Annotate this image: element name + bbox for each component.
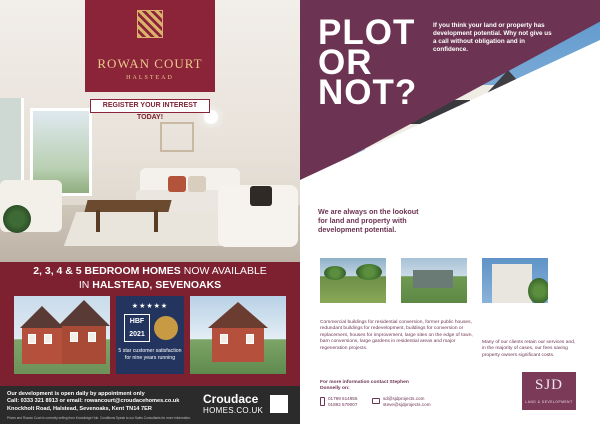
roof [58, 300, 110, 326]
email-addresses [383, 396, 431, 408]
sjd-tagline: LAND & DEVELOPMENT [525, 400, 573, 404]
tree [356, 264, 382, 280]
homes-headline [0, 264, 300, 292]
headline-line-1 [0, 264, 300, 278]
services-text: Commercial buildings for residential conversion, former public houses, redundant buildings for redevelopment, buildings for conversion or replacement, houses for improvement, large sites on the edge of town, barn conversions, large gardens in residential areas and major regeneration projects. [320, 320, 473, 351]
register-interest-banner: REGISTER YOUR INTEREST TODAY! [90, 99, 210, 113]
house-photo-1 [14, 296, 110, 374]
headline-light-1: NOW AVAILABLE [180, 265, 267, 277]
sjd-monogram: SJD [534, 377, 563, 393]
sjd-logo [522, 372, 576, 410]
roof [208, 302, 268, 328]
address-text: Knockholt Road, Halstead, Sevenoaks, Kent TN14 7ER [7, 405, 152, 412]
hbf-logo: HBF 2021 [124, 314, 150, 342]
mail-icon [372, 398, 380, 404]
barn-photo [401, 258, 467, 303]
opening-text: Our development is open daily by appointment only [7, 391, 145, 397]
phone-2: 01892 579007 [328, 402, 358, 407]
croudace-mark-icon [270, 395, 288, 413]
award-caption: 5 star customer satisfaction for nine years running [118, 348, 182, 361]
hbf-award-badge [116, 296, 184, 374]
house-photo-2 [190, 296, 286, 374]
brand-name: ROWAN COURT [97, 56, 203, 71]
phone-1: 01799 514955 [328, 396, 358, 401]
email-1: sd@sjdprojects.com [383, 396, 425, 401]
barn [413, 270, 453, 288]
headline-light-2: IN [78, 279, 93, 291]
croudace-logo: Croudace [203, 392, 259, 406]
apartment-photo [482, 258, 548, 303]
email-2: steve@sjdprojects.com [383, 402, 431, 407]
phone-icon [320, 397, 325, 406]
sjd-plot-advert [300, 0, 600, 424]
window [28, 334, 36, 344]
apartment-block [492, 264, 532, 303]
brand-location: HALSTEAD [126, 75, 174, 81]
croudace-url: HOMES.CO.UK [203, 406, 264, 415]
window [246, 334, 254, 344]
title-line-3: NOT? [318, 73, 418, 112]
rowan-court-emblem-icon [137, 10, 163, 38]
contact-details [7, 391, 197, 413]
headline-line-2 [0, 278, 300, 292]
call-email-text: Call: 0333 321 8913 or email: rowancourt@croudacehomes.co.uk [7, 398, 180, 405]
cushion [250, 186, 272, 206]
title-line-2: OR [318, 43, 373, 82]
title-line-1: PLOT [318, 13, 416, 52]
cushion [168, 176, 186, 192]
phone-numbers [328, 396, 357, 408]
headline-bold-1: 2, 3, 4 & 5 BEDROOM HOMES [33, 265, 181, 277]
table-leg [154, 210, 158, 232]
tree [528, 278, 548, 303]
plant [3, 205, 31, 233]
contact-heading: For more information contact Stephen Donnelly on: [320, 380, 409, 391]
window [88, 332, 96, 342]
fees-text: Many of our clients retain our services and, in the majority of cases, our fees saving property owners significant costs. [482, 340, 576, 358]
award-seal-icon [154, 316, 178, 340]
tree [324, 266, 346, 280]
field-photo [320, 258, 386, 303]
contact-footer [0, 386, 300, 424]
lookout-text: We are always on the lookout for land and property with development potential. [318, 207, 419, 234]
headline-bold-2: HALSTEAD, SEVENOAKS [92, 279, 222, 291]
wall-art [160, 122, 194, 152]
intro-text: If you think your land or property has development potential. Why not give us a call without obligation and in confidence. [433, 22, 552, 53]
star-rating-icon: ★★★★★ [131, 303, 169, 310]
cushion [188, 176, 206, 192]
rowan-court-logo [85, 0, 215, 92]
table-leg [96, 210, 100, 232]
house-wall [62, 326, 106, 364]
small-print: Prices and Rowan Court is correctly selling from Knowledge Hub. Conditions Speak to our Sales Consultants for more information. [7, 416, 191, 420]
plot-or-not-title [318, 13, 418, 112]
window [44, 334, 52, 344]
window [70, 332, 78, 342]
window [220, 334, 228, 344]
